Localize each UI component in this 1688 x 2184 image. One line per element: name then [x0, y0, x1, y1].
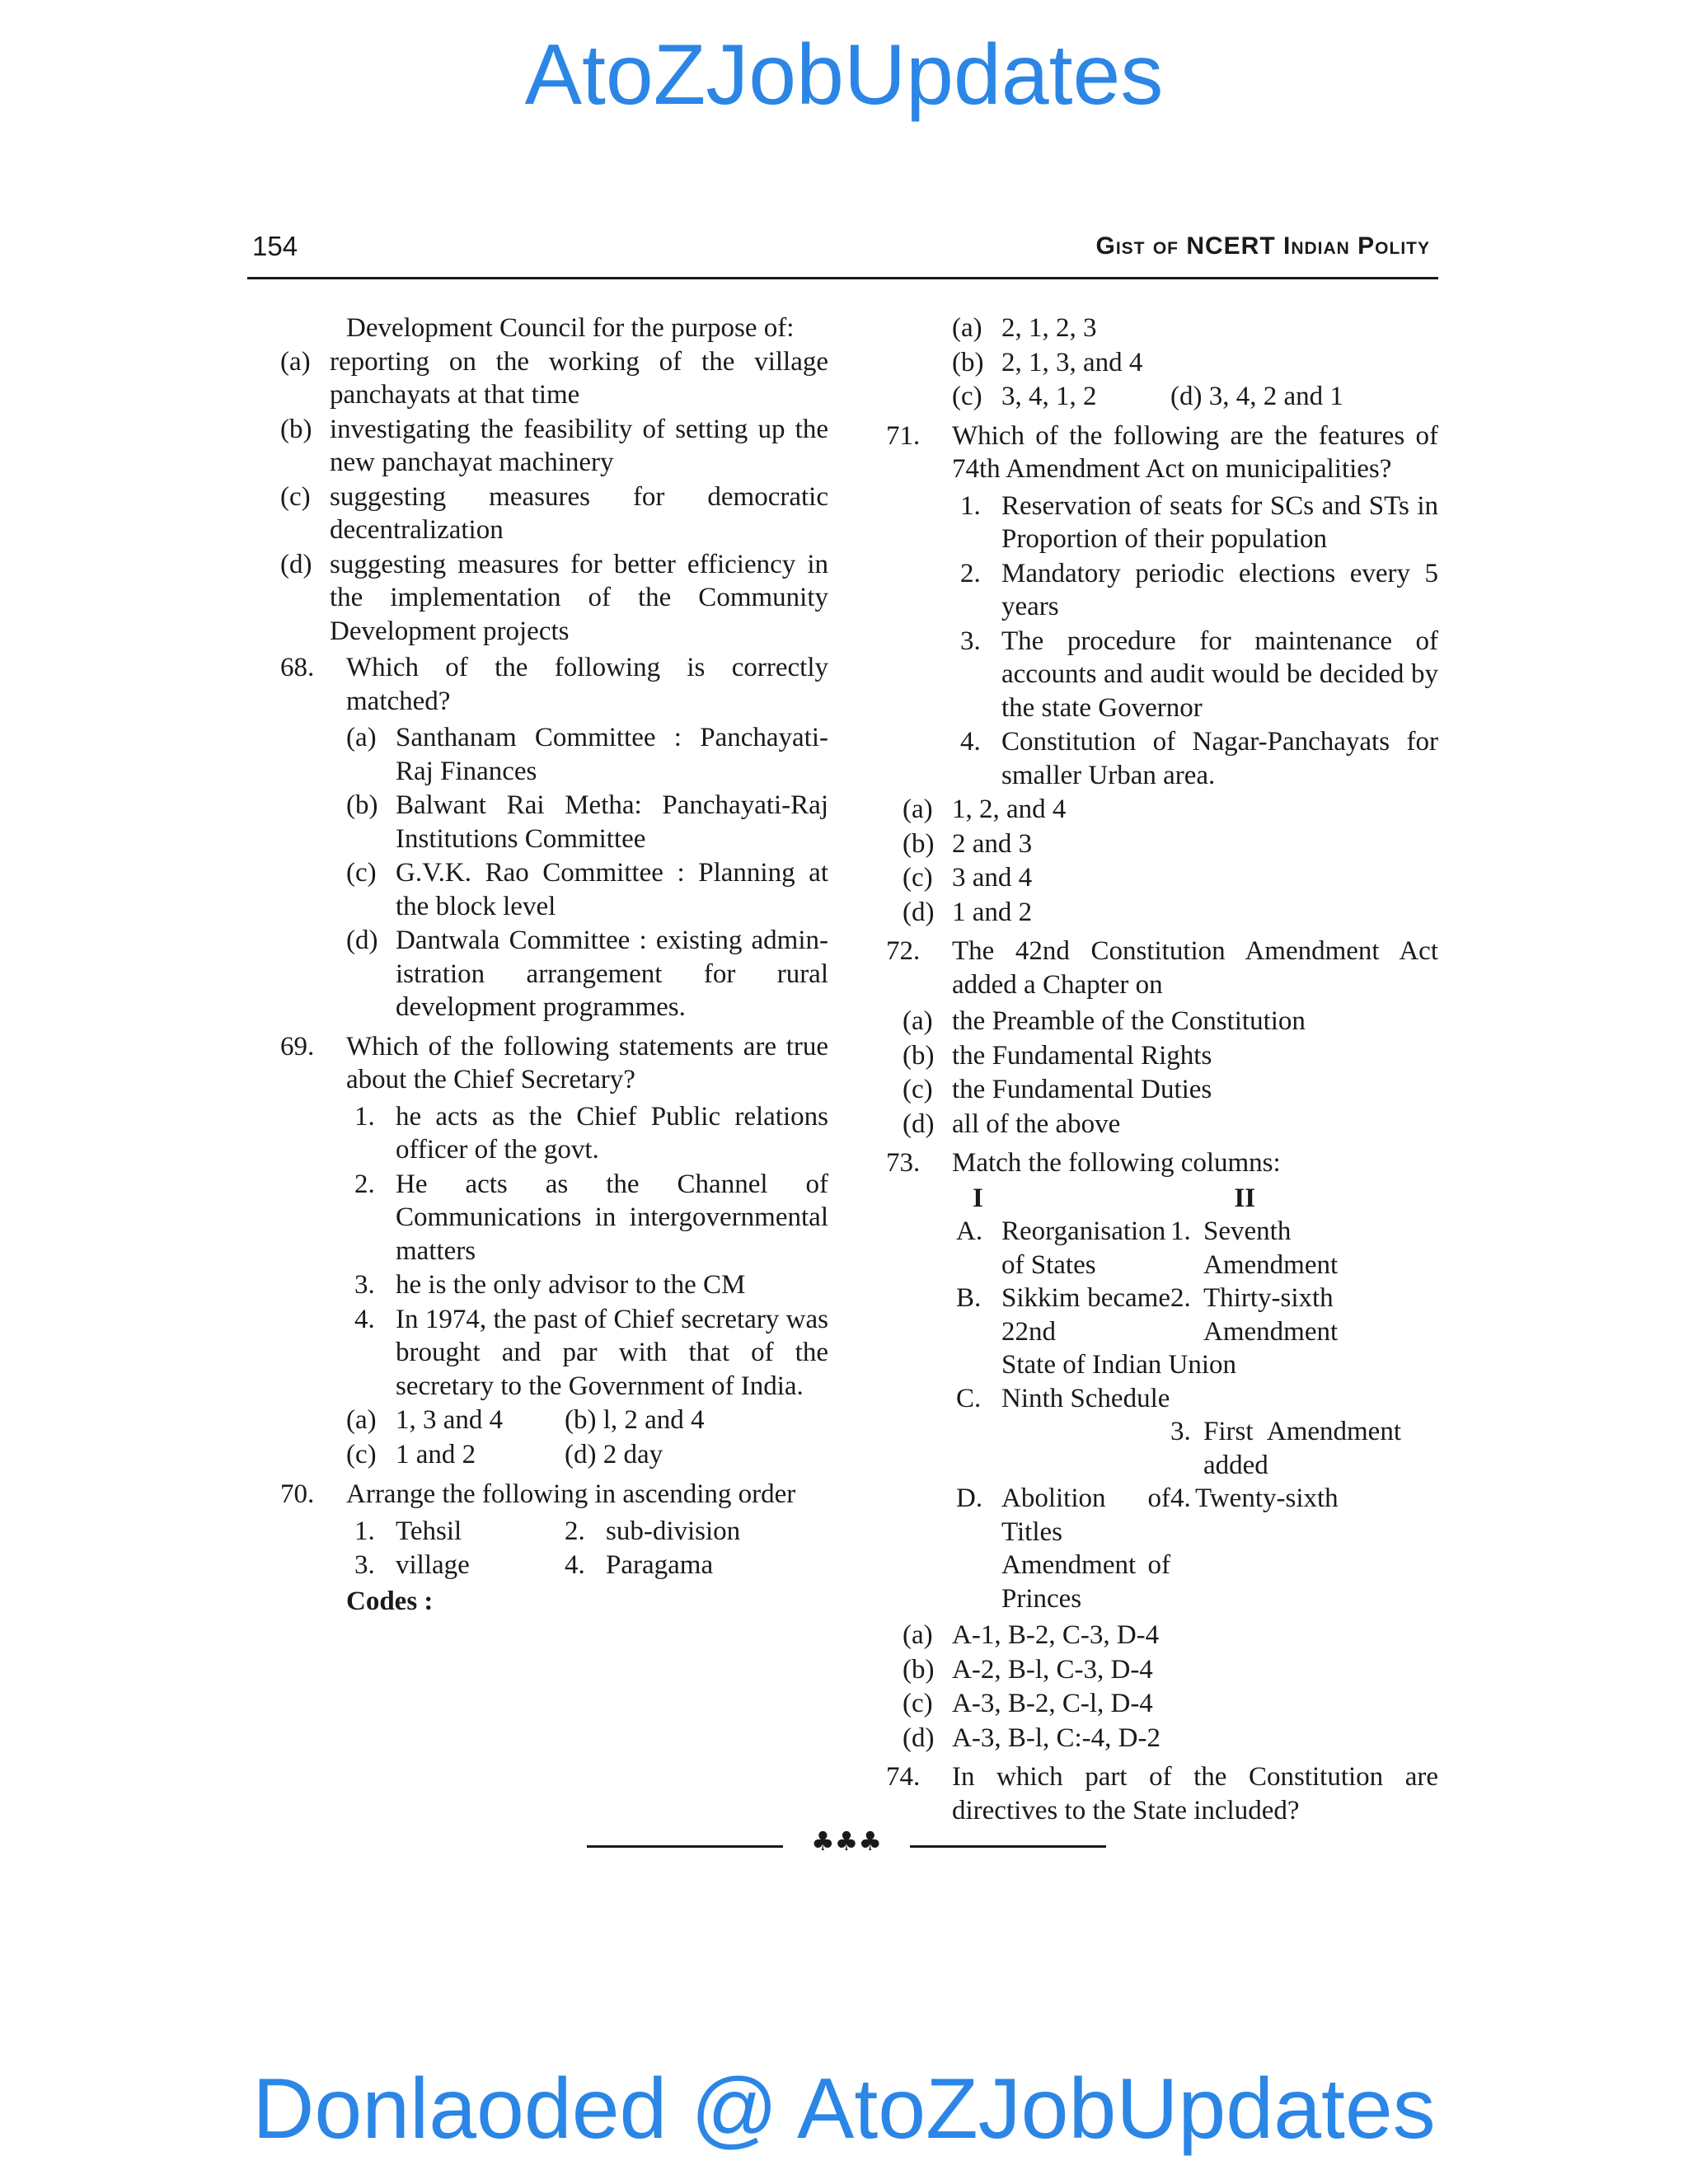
row-text: Abolition of Titles Amendment of Princes — [1001, 1483, 1170, 1614]
item-number: 1. — [354, 1516, 375, 1546]
option-text: investigating the feasibility of setting up the new panchayat machinery — [330, 414, 828, 477]
row-label: A. — [956, 1216, 983, 1246]
row-text: Thirty-sixth Amendment — [1203, 1283, 1339, 1347]
option — [346, 1438, 565, 1472]
item-text: Paragama — [606, 1550, 714, 1580]
option-label: (b) — [903, 1040, 935, 1071]
question-73 — [886, 1146, 1438, 1755]
option-text: A-2, B-l, C-3, D-4 — [952, 1654, 1153, 1685]
item-number: 1. — [354, 1101, 375, 1132]
statement-item — [346, 1303, 828, 1404]
option-label: (d) — [346, 926, 378, 955]
row-label: 4. — [1170, 1483, 1191, 1513]
page-header — [247, 231, 1438, 272]
row-label: D. — [956, 1483, 983, 1513]
option-text: the Fundamental Duties — [952, 1075, 1212, 1104]
question-stem: Match the following columns: — [952, 1148, 1281, 1178]
option — [903, 1653, 1438, 1687]
question-69 — [280, 1030, 828, 1473]
option-label: (a) — [280, 346, 311, 377]
option — [280, 345, 828, 412]
question-number: 68. — [280, 653, 315, 682]
option-text: 3 and 4 — [952, 863, 1033, 893]
option-text: A-3, B-2, C-l, D-4 — [952, 1689, 1153, 1718]
row-text: Sikkim became 22nd — [1001, 1283, 1170, 1347]
option-text: 2, 1, 3, and 4 — [1001, 347, 1143, 377]
statement-item — [952, 725, 1438, 792]
item-text: Constitution of Nagar-Panchayats for smaller Urban area. — [1001, 727, 1438, 790]
statement-item — [346, 1168, 828, 1268]
option — [903, 1039, 1438, 1073]
option-text: A-3, B-l, C:-4, D-2 — [952, 1722, 1160, 1753]
option — [903, 1619, 1438, 1652]
row-text: Twenty-sixth — [1195, 1483, 1339, 1513]
option-label: (b) — [903, 828, 935, 859]
statement-item — [952, 557, 1438, 624]
item-text: he acts as the Chief Public relations officer of the govt. — [396, 1101, 828, 1165]
option-label: (c) — [903, 863, 933, 893]
item-number: 2. — [354, 1169, 375, 1199]
item-text: Reservation of seats for SCs and STs in Proportion of their population — [1001, 490, 1438, 554]
item-number: 4. — [960, 727, 981, 757]
option — [346, 721, 828, 788]
question-70 — [280, 1478, 828, 1618]
question-stem: Which of the following are the features of 74th Amendment Act on municipalities? — [952, 420, 1438, 484]
option-label: (a) — [346, 1405, 377, 1435]
left-column — [280, 312, 828, 1624]
column-heading: II — [1234, 1183, 1256, 1213]
question-number: 71. — [886, 420, 921, 451]
option-label: (d) — [280, 549, 312, 579]
option-text: A-1, B-2, C-3, D-4 — [952, 1620, 1160, 1650]
item-text: He acts as the Channel of Communications in intergovernmental matters — [396, 1169, 828, 1266]
row-label: 1. — [1170, 1216, 1191, 1246]
option — [903, 793, 1438, 827]
question-number: 73. — [886, 1148, 921, 1178]
order-item — [346, 1549, 556, 1582]
codes-label: Codes : — [346, 1586, 434, 1616]
match-row — [952, 1382, 1438, 1416]
option — [952, 380, 1170, 414]
option-text: 2 and 3 — [952, 828, 1033, 859]
option — [346, 1404, 565, 1437]
item-text: village — [396, 1550, 470, 1580]
option-label: (a) — [903, 794, 933, 824]
option — [903, 896, 1438, 930]
option: (d) 2 day — [565, 1439, 663, 1469]
item-number: 4. — [354, 1304, 375, 1334]
option — [952, 312, 1438, 345]
row-text-continued: State of Indian Union — [1001, 1350, 1237, 1380]
order-item — [556, 1515, 740, 1549]
option — [903, 1108, 1438, 1141]
option-label: (a) — [952, 313, 982, 343]
question-72 — [886, 935, 1438, 1141]
order-item — [346, 1515, 556, 1549]
option-text: G.V.K. Rao Committee : Planning at the block level — [396, 858, 828, 921]
option — [903, 1005, 1438, 1038]
match-row — [952, 1415, 1438, 1482]
page-number: 154 — [252, 231, 298, 261]
watermark-top: AtoZJobUpdates — [524, 27, 1164, 123]
option-label: (c) — [903, 1689, 933, 1718]
option: (b) l, 2 and 4 — [565, 1405, 705, 1435]
option-text: Santhanam Committee : Panchayati-Raj Finances — [396, 723, 828, 786]
question-number: 72. — [886, 936, 921, 966]
row-label: C. — [956, 1383, 982, 1413]
option-text: 3, 4, 1, 2 — [1001, 382, 1097, 411]
option-text: 1 and 2 — [396, 1439, 476, 1469]
statement-item — [952, 490, 1438, 556]
option — [346, 924, 828, 1024]
item-text: sub-division — [606, 1516, 741, 1546]
match-row — [952, 1482, 1438, 1615]
option — [903, 1722, 1438, 1755]
row-text: Reorganisation of States — [1001, 1216, 1166, 1280]
option-label: (a) — [903, 1006, 933, 1036]
row-text: Ninth Schedule — [1001, 1383, 1170, 1413]
row-label: B. — [956, 1283, 982, 1313]
option — [346, 856, 828, 923]
item-text: he is the only advisor to the CM — [396, 1270, 746, 1300]
item-number: 2. — [960, 558, 981, 588]
item-text: In 1974, the past of Chief secretary was brought and par with that of the secretary to the Government of India. — [396, 1304, 828, 1401]
section-divider — [587, 1825, 1106, 1867]
match-table — [886, 1182, 1438, 1616]
option: (d) 3, 4, 2 and 1 — [1170, 382, 1343, 411]
answer-row — [346, 1438, 828, 1473]
option-text: 1 and 2 — [952, 897, 1033, 927]
statement-item — [346, 1268, 828, 1302]
row-label: 3. — [1170, 1417, 1191, 1446]
option — [903, 1687, 1438, 1721]
option-text: 1, 3 and 4 — [396, 1405, 504, 1435]
option-label: (d) — [903, 1108, 935, 1139]
divider-line — [910, 1845, 1106, 1848]
q70-options — [886, 312, 1438, 415]
option — [903, 861, 1438, 895]
option — [903, 1073, 1438, 1107]
item-number: 4. — [565, 1550, 585, 1580]
option — [280, 480, 828, 547]
option-text: all of the above — [952, 1108, 1121, 1139]
question-number: 74. — [886, 1762, 921, 1792]
option — [280, 548, 828, 649]
column-heading: I — [973, 1183, 983, 1213]
question-number: 70. — [280, 1479, 315, 1509]
question-74 — [886, 1760, 1438, 1827]
option-text: suggesting measures for better efficiency in the implementation of the Community Development projects — [330, 549, 828, 646]
row-label: 2. — [1170, 1283, 1191, 1313]
option-label: (c) — [346, 1439, 377, 1469]
option-text: suggesting measures for democratic decentralization — [330, 481, 828, 545]
item-number: 1. — [960, 490, 981, 521]
option-label: (c) — [952, 382, 982, 411]
option-label: (d) — [903, 1722, 935, 1753]
header-rule — [247, 277, 1438, 279]
option-text: the Fundamental Rights — [952, 1040, 1212, 1071]
clubs-ornament: ♣♣♣ — [810, 1825, 883, 1857]
question-number: 69. — [280, 1031, 315, 1062]
option-label: (b) — [952, 347, 984, 377]
statement-item — [346, 1100, 828, 1167]
answer-row — [952, 380, 1438, 415]
item-text: Mandatory periodic elections every 5 years — [1001, 558, 1438, 621]
row-text: First Amendment added — [1203, 1417, 1401, 1480]
running-title: Gist of NCERT Indian Polity — [1095, 232, 1430, 260]
question-stem: Which of the following is correctly matched? — [346, 653, 828, 716]
option — [903, 827, 1438, 861]
match-header — [952, 1182, 1438, 1216]
option-label: (c) — [280, 481, 311, 512]
item-text: The procedure for maintenance of accounts and audit would be decided by the state Governor — [1001, 626, 1438, 723]
option — [280, 413, 828, 480]
item-number: 3. — [960, 626, 981, 656]
statement-item — [952, 625, 1438, 725]
option-label: (a) — [346, 723, 377, 752]
option-text: the Preamble of the Constitution — [952, 1006, 1306, 1036]
item-number: 3. — [354, 1550, 375, 1580]
q67-continued-stem: Development Council for the purpose of: — [346, 313, 795, 343]
question-stem: Which of the following statements are true about the Chief Secretary? — [346, 1031, 828, 1094]
option-text: Balwant Rai Metha: Panchayati-Raj Institutions Committee — [396, 790, 828, 854]
option-text: reporting on the working of the village panchayats at that time — [330, 346, 828, 410]
item-text: Tehsil — [396, 1516, 462, 1546]
question-68 — [280, 651, 828, 1024]
q67-options — [280, 345, 828, 649]
order-item — [556, 1549, 713, 1582]
question-stem: In which part of the Constitution are directives to the State included? — [952, 1762, 1438, 1825]
item-number: 3. — [354, 1270, 375, 1300]
option-label: (b) — [280, 414, 312, 444]
option — [952, 346, 1438, 380]
question-71 — [886, 419, 1438, 930]
match-row — [952, 1215, 1438, 1282]
question-stem: The 42nd Constitution Amendment Act added a Chapter on — [952, 936, 1438, 1000]
option-label: (c) — [903, 1075, 933, 1104]
option-label: (c) — [346, 858, 377, 888]
option-label: (b) — [903, 1654, 935, 1685]
item-number: 2. — [565, 1516, 585, 1546]
row-text: Seventh Amendment — [1203, 1216, 1339, 1280]
option-label: (d) — [903, 897, 935, 927]
match-row — [952, 1282, 1438, 1348]
option-text: 1, 2, and 4 — [952, 794, 1067, 824]
option-label: (b) — [346, 790, 378, 820]
option-text: 2, 1, 2, 3 — [1001, 313, 1097, 343]
option-label: (a) — [903, 1620, 933, 1650]
answer-row — [346, 1404, 828, 1438]
option — [346, 789, 828, 855]
right-column — [886, 312, 1438, 1833]
watermark-bottom: Donlaoded @ AtoZJobUpdates — [252, 2061, 1436, 2157]
question-stem: Arrange the following in ascending order — [346, 1479, 796, 1509]
option-text: Dantwala Committee : existing admin-istration arrangement for rural development programmes. — [396, 926, 828, 1022]
